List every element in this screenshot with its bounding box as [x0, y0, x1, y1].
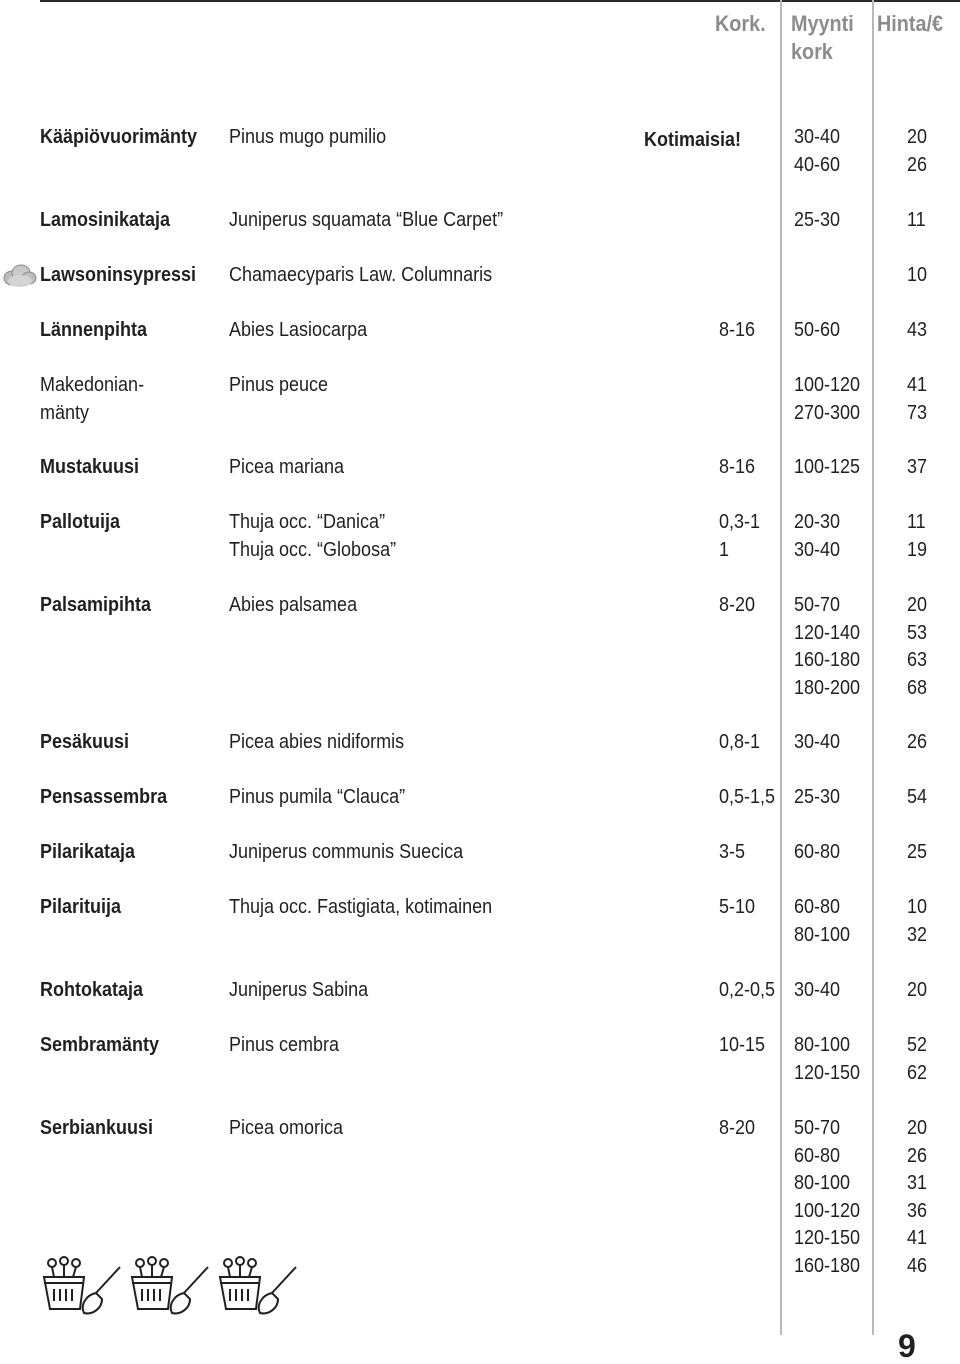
sale-height-value: 60-80 [794, 1144, 841, 1167]
common-name: Palsamipihta [40, 594, 152, 616]
height-value-cell [719, 784, 775, 812]
latin-name: Thuja occ. “Danica” [229, 511, 386, 533]
sale-height-value-cell [794, 977, 840, 1005]
price-value-cell [907, 977, 927, 1005]
height-value-cell [719, 977, 775, 1005]
cloud-icon [2, 263, 38, 289]
price-value: 26 [907, 1144, 928, 1167]
sale-height-value: 50-70 [794, 594, 841, 616]
header-myynti-line2: kork [791, 39, 833, 64]
sale-height-value-cell [794, 509, 840, 564]
header-myynti [791, 10, 854, 66]
price-value: 10 [907, 264, 928, 286]
height-value: 8-16 [719, 319, 756, 341]
common-name-cell [40, 839, 135, 867]
price-value: 53 [907, 621, 928, 644]
sale-height-value-cell [794, 784, 840, 812]
price-value: 68 [907, 676, 928, 699]
sale-height-value: 120-140 [794, 621, 861, 644]
flowerpot-trowel-icon [216, 1255, 302, 1317]
flowerpot-trowel-icon [40, 1255, 126, 1317]
height-value-cell [719, 1032, 765, 1060]
sale-height-value: 30-40 [794, 731, 841, 753]
height-value: 1 [719, 538, 730, 561]
header-kork: Kork. [715, 11, 766, 36]
latin-name: Picea abies nidiformis [229, 731, 405, 753]
sale-height-value-cell [794, 372, 860, 427]
common-name: Sembramänty [40, 1034, 160, 1056]
price-value: 26 [907, 731, 928, 753]
sale-height-value-cell [794, 317, 840, 345]
price-value: 26 [907, 153, 928, 176]
common-name-cell [40, 729, 129, 757]
price-value-cell [907, 317, 927, 345]
note-label: Kotimaisia! [644, 129, 742, 151]
price-value-cell [907, 372, 927, 427]
height-value-cell [719, 592, 755, 620]
sale-height-value-cell [794, 729, 840, 757]
height-value: 0,8-1 [719, 731, 761, 753]
price-value: 11 [907, 511, 926, 533]
price-value: 52 [907, 1034, 928, 1056]
common-name-cell [40, 372, 144, 427]
sale-height-value: 30-40 [794, 126, 841, 148]
common-name-cell [40, 207, 170, 235]
common-name: Pallotuija [40, 511, 121, 533]
sale-height-value: 30-40 [794, 538, 841, 561]
price-value: 25 [907, 841, 928, 863]
sale-height-value: 120-150 [794, 1061, 861, 1084]
price-value-cell [907, 454, 927, 482]
common-name-cell [40, 262, 196, 290]
price-value-cell [907, 509, 927, 564]
latin-name-cell [229, 784, 405, 812]
height-value: 0,3-1 [719, 511, 761, 533]
price-value-cell [907, 262, 927, 290]
price-value: 62 [907, 1061, 928, 1084]
height-value-cell [719, 839, 745, 867]
sale-height-value: 180-200 [794, 676, 861, 699]
price-value: 10 [907, 896, 928, 918]
latin-name: Pinus peuce [229, 374, 329, 396]
sale-height-value: 270-300 [794, 401, 861, 424]
sale-height-value: 50-60 [794, 319, 841, 341]
height-value: 8-16 [719, 456, 756, 478]
latin-name-cell [229, 207, 503, 235]
price-value-cell [907, 839, 927, 867]
sale-height-value: 60-80 [794, 841, 841, 863]
sale-height-value-cell [794, 894, 850, 949]
price-value-cell [907, 894, 927, 949]
latin-name: Juniperus squamata “Blue Carpet” [229, 209, 504, 231]
latin-name-cell [229, 1115, 343, 1143]
height-value-cell [719, 509, 760, 564]
price-value: 46 [907, 1254, 928, 1277]
latin-name-cell [229, 124, 386, 152]
latin-name: Pinus cembra [229, 1034, 340, 1056]
sale-height-value: 80-100 [794, 1034, 851, 1056]
common-name: Pesäkuusi [40, 731, 130, 753]
sale-height-value: 50-70 [794, 1117, 841, 1139]
latin-name: Thuja occ. “Globosa” [229, 538, 397, 561]
latin-name-cell [229, 592, 357, 620]
column-divider-myynti [780, 0, 782, 1335]
common-name-cell [40, 977, 143, 1005]
height-value-cell [719, 317, 755, 345]
common-name-cell [40, 1032, 159, 1060]
height-value-cell [719, 729, 760, 757]
common-name: Mustakuusi [40, 456, 140, 478]
latin-name-cell [229, 509, 396, 564]
sale-height-value-cell [794, 454, 860, 482]
sale-height-value-cell [794, 207, 840, 235]
common-name-cell [40, 317, 147, 345]
latin-name: Abies palsamea [229, 594, 358, 616]
price-value-cell [907, 1032, 927, 1087]
latin-name: Juniperus Sabina [229, 979, 369, 1001]
latin-name: Thuja occ. Fastigiata, kotimainen [229, 896, 493, 918]
price-value: 54 [907, 786, 928, 808]
latin-name: Picea omorica [229, 1117, 344, 1139]
height-value: 8-20 [719, 1117, 756, 1139]
sale-height-value-cell [794, 1115, 860, 1280]
common-name: Makedonian- [40, 374, 145, 396]
common-name: Pilarituija [40, 896, 122, 918]
price-value: 11 [907, 209, 926, 231]
price-value: 37 [907, 456, 928, 478]
sale-height-value-cell [794, 124, 840, 179]
latin-name: Pinus pumila “Clauca” [229, 786, 406, 808]
price-value: 20 [907, 126, 928, 148]
price-value: 31 [907, 1172, 928, 1194]
latin-name-cell [229, 372, 328, 400]
sale-height-value: 100-120 [794, 1199, 861, 1222]
latin-name-cell [229, 1032, 339, 1060]
price-value: 20 [907, 979, 928, 1001]
price-value-cell [907, 784, 927, 812]
height-value-cell [719, 1115, 755, 1143]
common-name: Pilarikataja [40, 841, 136, 863]
common-name-cell [40, 894, 121, 922]
common-name-cell [40, 784, 167, 812]
header-hinta: Hinta/€ [877, 11, 944, 36]
sale-height-value: 160-180 [794, 649, 861, 671]
height-value-cell [719, 894, 755, 922]
price-value-cell [907, 124, 927, 179]
height-value-cell [719, 454, 755, 482]
height-value: 3-5 [719, 841, 746, 863]
common-name: mänty [40, 401, 90, 424]
price-value-cell [907, 729, 927, 757]
page-number: 9 [898, 1328, 916, 1364]
latin-name-cell [229, 262, 492, 290]
sale-height-value: 30-40 [794, 979, 841, 1001]
latin-name-cell [229, 977, 368, 1005]
sale-height-value: 120-150 [794, 1227, 861, 1249]
price-value: 20 [907, 1117, 928, 1139]
sale-height-value-cell [794, 592, 860, 702]
sale-height-value: 20-30 [794, 511, 841, 533]
common-name: Lännenpihta [40, 319, 148, 341]
price-value: 63 [907, 649, 928, 671]
latin-name: Abies Lasiocarpa [229, 319, 368, 341]
latin-name-cell [229, 894, 492, 922]
common-name-cell [40, 1115, 153, 1143]
sale-height-value-cell [794, 1032, 860, 1087]
sale-height-value: 80-100 [794, 923, 851, 946]
common-name: Serbiankuusi [40, 1117, 154, 1139]
price-value: 43 [907, 319, 928, 341]
latin-name-cell [229, 317, 367, 345]
flowerpot-trowel-icon [128, 1255, 214, 1317]
sale-height-value: 60-80 [794, 896, 841, 918]
sale-height-value: 25-30 [794, 786, 841, 808]
price-value: 20 [907, 594, 928, 616]
height-value: 10-15 [719, 1034, 766, 1056]
common-name: Lawsoninsypressi [40, 264, 197, 286]
sale-height-value: 100-120 [794, 374, 861, 396]
common-name-cell [40, 454, 139, 482]
height-value: 0,5-1,5 [719, 786, 776, 808]
sale-height-value: 40-60 [794, 153, 841, 176]
price-value: 41 [907, 1227, 928, 1249]
latin-name: Picea mariana [229, 456, 345, 478]
height-value: 0,2-0,5 [719, 979, 776, 1001]
price-value: 41 [907, 374, 928, 396]
sale-height-value: 80-100 [794, 1172, 851, 1194]
price-value: 36 [907, 1199, 928, 1222]
sale-height-value: 25-30 [794, 209, 841, 231]
price-value: 73 [907, 401, 928, 424]
common-name-cell [40, 509, 120, 537]
common-name: Rohtokataja [40, 979, 144, 1001]
common-name: Pensassembra [40, 786, 168, 808]
header-myynti-line1: Myynti [791, 11, 854, 36]
price-value-cell [907, 592, 927, 702]
price-value: 32 [907, 923, 928, 946]
price-value-cell [907, 1115, 927, 1280]
latin-name-cell [229, 839, 463, 867]
top-rule [40, 0, 960, 2]
latin-name-cell [229, 729, 404, 757]
height-value: 8-20 [719, 594, 756, 616]
column-divider-hinta [872, 0, 874, 1335]
common-name: Lamosinikataja [40, 209, 171, 231]
common-name: Kääpiövuorimänty [40, 126, 198, 148]
latin-name: Pinus mugo pumilio [229, 126, 387, 148]
common-name-cell [40, 592, 151, 620]
height-value: 5-10 [719, 896, 756, 918]
latin-name-cell [229, 454, 344, 482]
sale-height-value-cell [794, 839, 840, 867]
latin-name: Chamaecyparis Law. Columnaris [229, 264, 493, 286]
sale-height-value: 100-125 [794, 456, 861, 478]
common-name-cell [40, 124, 197, 152]
price-value-cell [907, 207, 926, 235]
sale-height-value: 160-180 [794, 1254, 861, 1277]
latin-name: Juniperus communis Suecica [229, 841, 464, 863]
price-value: 19 [907, 538, 928, 561]
